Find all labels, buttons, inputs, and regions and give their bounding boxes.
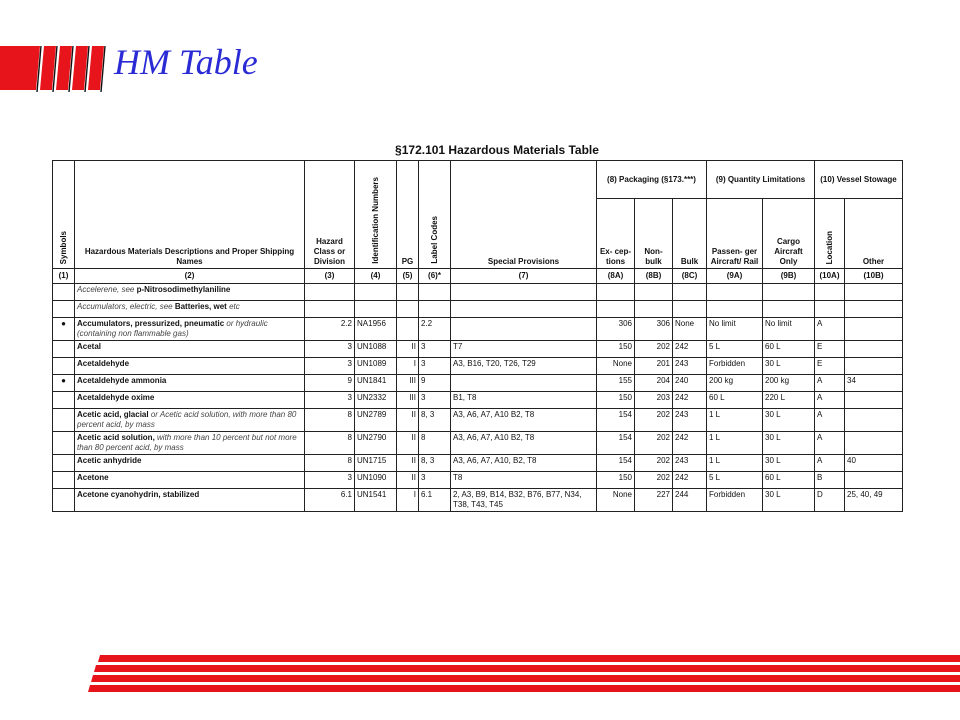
special-provisions-cell: A3, A6, A7, A10 B2, T8	[451, 432, 597, 455]
special-provisions-cell	[451, 284, 597, 301]
name-cell	[75, 455, 305, 472]
passenger-cell: 60 L	[707, 392, 763, 409]
bulk-cell: 242	[673, 472, 707, 489]
passenger-cell: 5 L	[707, 341, 763, 358]
hazard-class-cell	[305, 284, 355, 301]
hazard-class-cell: 3	[305, 358, 355, 375]
hazard-class-cell	[305, 301, 355, 318]
bulk-cell	[673, 284, 707, 301]
cargo-cell: 220 L	[763, 392, 815, 409]
location-header: Location	[815, 199, 845, 269]
id-numbers-header: Identification Numbers	[355, 161, 397, 269]
symbol-cell	[53, 409, 75, 432]
pg-cell	[397, 301, 419, 318]
exceptions-cell: 150	[597, 392, 635, 409]
exceptions-cell	[597, 301, 635, 318]
passenger-cell: Forbidden	[707, 489, 763, 512]
table-row	[53, 301, 903, 318]
symbol-cell	[53, 341, 75, 358]
pg-header: PG	[397, 161, 419, 269]
bulk-header: Bulk	[673, 199, 707, 269]
location-cell	[815, 301, 845, 318]
non-bulk-header: Non- bulk	[635, 199, 673, 269]
other-cell	[845, 341, 903, 358]
table-row	[53, 284, 903, 301]
cargo-cell: 200 kg	[763, 375, 815, 392]
non-bulk-cell: 204	[635, 375, 673, 392]
name-cell	[75, 409, 305, 432]
location-cell: B	[815, 472, 845, 489]
bulk-cell: 243	[673, 409, 707, 432]
table-row	[53, 489, 903, 512]
passenger-cell	[707, 301, 763, 318]
bulk-cell: 240	[673, 375, 707, 392]
id-number-cell: UN1088	[355, 341, 397, 358]
passenger-cell: No limit	[707, 318, 763, 341]
special-provisions-header: Special Provisions	[451, 161, 597, 269]
pg-cell: II	[397, 472, 419, 489]
column-number: (6)*	[419, 269, 451, 284]
id-number-cell: UN1715	[355, 455, 397, 472]
location-cell: A	[815, 432, 845, 455]
hazmat-table	[52, 160, 903, 512]
special-provisions-cell	[451, 301, 597, 318]
bottom-red-stripes	[88, 655, 960, 695]
symbol-cell	[53, 472, 75, 489]
special-provisions-cell: T8	[451, 472, 597, 489]
non-bulk-cell: 227	[635, 489, 673, 512]
column-number: (4)	[355, 269, 397, 284]
special-provisions-cell: 2, A3, B9, B14, B32, B76, B77, N34, T38, T43, T45	[451, 489, 597, 512]
name-cell	[75, 358, 305, 375]
label-code-cell: 9	[419, 375, 451, 392]
descriptions-header: Hazardous Materials Descriptions and Proper Shipping Names	[75, 161, 305, 269]
label-code-cell: 2.2	[419, 318, 451, 341]
name-cell	[75, 301, 305, 318]
bulk-cell: 244	[673, 489, 707, 512]
bulk-cell	[673, 301, 707, 318]
bulk-cell: 242	[673, 392, 707, 409]
passenger-header: Passen- ger Aircraft/ Rail	[707, 199, 763, 269]
hazard-class-cell: 3	[305, 341, 355, 358]
other-cell: 40	[845, 455, 903, 472]
id-number-cell	[355, 284, 397, 301]
cargo-cell: 30 L	[763, 432, 815, 455]
name-cell	[75, 318, 305, 341]
symbols-header: Symbols	[53, 161, 75, 269]
exceptions-cell: 150	[597, 341, 635, 358]
column-number: (9A)	[707, 269, 763, 284]
symbol-cell	[53, 432, 75, 455]
bulk-cell: 242	[673, 432, 707, 455]
id-number-cell: UN2332	[355, 392, 397, 409]
other-cell	[845, 472, 903, 489]
symbol-cell: ●	[53, 375, 75, 392]
location-cell: E	[815, 341, 845, 358]
proper-shipping-name: Acetaldehyde ammonia	[77, 376, 167, 385]
table-row	[53, 392, 903, 409]
proper-shipping-name: Acetaldehyde oxime	[77, 393, 155, 402]
passenger-cell	[707, 284, 763, 301]
name-cell	[75, 375, 305, 392]
bulk-cell: None	[673, 318, 707, 341]
label-codes-header: Label Codes	[419, 161, 451, 269]
cargo-cell: No limit	[763, 318, 815, 341]
bulk-cell: 242	[673, 341, 707, 358]
column-number: (5)	[397, 269, 419, 284]
exceptions-cell: 154	[597, 432, 635, 455]
non-bulk-cell: 202	[635, 472, 673, 489]
location-cell: A	[815, 392, 845, 409]
label-code-cell	[419, 284, 451, 301]
passenger-cell: 1 L	[707, 432, 763, 455]
location-cell: E	[815, 358, 845, 375]
column-number: (8B)	[635, 269, 673, 284]
symbol-cell	[53, 358, 75, 375]
name-italic-prefix: Accumulators, electric, see	[77, 302, 175, 311]
location-cell	[815, 284, 845, 301]
proper-shipping-name: p-Nitrosodimethylaniline	[136, 285, 231, 294]
special-provisions-cell	[451, 375, 597, 392]
exceptions-cell: None	[597, 489, 635, 512]
table-row	[53, 318, 903, 341]
hazard-class-cell: 9	[305, 375, 355, 392]
cargo-cell: 30 L	[763, 358, 815, 375]
pg-cell: III	[397, 375, 419, 392]
bulk-cell: 243	[673, 358, 707, 375]
non-bulk-cell: 201	[635, 358, 673, 375]
symbol-cell	[53, 392, 75, 409]
other-cell	[845, 301, 903, 318]
non-bulk-cell	[635, 284, 673, 301]
column-number: (1)	[53, 269, 75, 284]
hazard-class-cell: 8	[305, 409, 355, 432]
id-number-cell: UN2790	[355, 432, 397, 455]
document-title: §172.101 Hazardous Materials Table	[395, 143, 599, 157]
column-number: (7)	[451, 269, 597, 284]
cargo-header: Cargo Aircraft Only	[763, 199, 815, 269]
hazard-class-cell: 8	[305, 432, 355, 455]
name-cell	[75, 432, 305, 455]
label-code-cell	[419, 301, 451, 318]
label-code-cell: 3	[419, 472, 451, 489]
proper-shipping-name: Acetone	[77, 473, 109, 482]
proper-shipping-name: Acetal	[77, 342, 102, 351]
name-italic-suffix: with more than 10 percent but not more than 80 percent acid, by mass	[77, 433, 297, 452]
exceptions-cell: 155	[597, 375, 635, 392]
label-code-cell: 3	[419, 358, 451, 375]
location-cell: A	[815, 455, 845, 472]
non-bulk-cell: 202	[635, 409, 673, 432]
column-number: (8C)	[673, 269, 707, 284]
table-row	[53, 432, 903, 455]
symbol-cell	[53, 455, 75, 472]
table-row	[53, 409, 903, 432]
location-cell: A	[815, 375, 845, 392]
special-provisions-cell: B1, T8	[451, 392, 597, 409]
passenger-cell: Forbidden	[707, 358, 763, 375]
hazard-class-header: Hazard Class or Division	[305, 161, 355, 269]
label-code-cell: 6.1	[419, 489, 451, 512]
column-number: (3)	[305, 269, 355, 284]
id-number-cell: UN1841	[355, 375, 397, 392]
column-number: (2)	[75, 269, 305, 284]
label-code-cell: 8, 3	[419, 455, 451, 472]
cargo-cell: 30 L	[763, 489, 815, 512]
name-italic-suffix: etc	[226, 302, 240, 311]
pg-cell	[397, 284, 419, 301]
red-stripes-logo	[0, 40, 110, 96]
id-number-cell: UN1090	[355, 472, 397, 489]
cargo-cell: 60 L	[763, 472, 815, 489]
table-row	[53, 455, 903, 472]
packaging-header: (8) Packaging (§173.***)	[597, 161, 707, 199]
exceptions-header: Ex- cep- tions	[597, 199, 635, 269]
location-cell: D	[815, 489, 845, 512]
id-number-cell: UN2789	[355, 409, 397, 432]
proper-shipping-name: Batteries, wet	[174, 302, 227, 311]
pg-cell: II	[397, 432, 419, 455]
id-number-cell: UN1089	[355, 358, 397, 375]
non-bulk-cell: 202	[635, 432, 673, 455]
proper-shipping-name: Acetic anhydride	[77, 456, 142, 465]
cargo-cell: 30 L	[763, 409, 815, 432]
name-italic-suffix: or hydraulic (containing non flammable gas)	[77, 319, 268, 338]
symbol-cell	[53, 284, 75, 301]
name-cell	[75, 489, 305, 512]
non-bulk-cell: 203	[635, 392, 673, 409]
exceptions-cell: 154	[597, 409, 635, 432]
proper-shipping-name: Acetic acid solution,	[77, 433, 155, 442]
name-cell	[75, 341, 305, 358]
bulk-cell: 243	[673, 455, 707, 472]
exceptions-cell: None	[597, 358, 635, 375]
table-row	[53, 341, 903, 358]
cargo-cell: 30 L	[763, 455, 815, 472]
pg-cell	[397, 318, 419, 341]
id-number-cell	[355, 301, 397, 318]
other-cell	[845, 409, 903, 432]
label-code-cell: 3	[419, 392, 451, 409]
proper-shipping-name: Acetic acid, glacial	[77, 410, 149, 419]
location-cell: A	[815, 318, 845, 341]
hazard-class-cell: 3	[305, 472, 355, 489]
exceptions-cell	[597, 284, 635, 301]
label-code-cell: 8	[419, 432, 451, 455]
table-body	[53, 284, 903, 512]
passenger-cell: 1 L	[707, 409, 763, 432]
column-number: (9B)	[763, 269, 815, 284]
pg-cell: II	[397, 455, 419, 472]
name-italic-prefix: Accelerene, see	[77, 285, 137, 294]
cargo-cell: 60 L	[763, 341, 815, 358]
name-cell	[75, 472, 305, 489]
proper-shipping-name: Acetone cyanohydrin, stabilized	[77, 490, 200, 499]
hazard-class-cell: 3	[305, 392, 355, 409]
proper-shipping-name: Acetaldehyde	[77, 359, 130, 368]
passenger-cell: 5 L	[707, 472, 763, 489]
other-cell	[845, 318, 903, 341]
page-title: HM Table	[114, 42, 258, 82]
label-code-cell: 3	[419, 341, 451, 358]
symbol-cell	[53, 489, 75, 512]
non-bulk-cell: 202	[635, 455, 673, 472]
symbol-cell	[53, 301, 75, 318]
special-provisions-cell: A3, A6, A7, A10 B2, T8	[451, 409, 597, 432]
non-bulk-cell: 306	[635, 318, 673, 341]
exceptions-cell: 150	[597, 472, 635, 489]
hazard-class-cell: 8	[305, 455, 355, 472]
location-cell: A	[815, 409, 845, 432]
pg-cell: III	[397, 392, 419, 409]
other-header: Other	[845, 199, 903, 269]
name-cell	[75, 284, 305, 301]
other-cell	[845, 392, 903, 409]
other-cell	[845, 432, 903, 455]
id-number-cell: UN1541	[355, 489, 397, 512]
pg-cell: II	[397, 409, 419, 432]
other-cell: 25, 40, 49	[845, 489, 903, 512]
passenger-cell: 1 L	[707, 455, 763, 472]
table-row	[53, 375, 903, 392]
hazmat-table-document	[52, 140, 902, 512]
vessel-stowage-header: (10) Vessel Stowage	[815, 161, 903, 199]
cargo-cell	[763, 301, 815, 318]
table-row	[53, 472, 903, 489]
name-italic-suffix: or Acetic acid solution, with more than 80 percent acid, by mass	[77, 410, 297, 429]
label-code-cell: 8, 3	[419, 409, 451, 432]
proper-shipping-name: Accumulators, pressurized, pneumatic	[77, 319, 225, 328]
pg-cell: I	[397, 358, 419, 375]
non-bulk-cell	[635, 301, 673, 318]
symbol-cell: ●	[53, 318, 75, 341]
pg-cell: II	[397, 341, 419, 358]
other-cell: 34	[845, 375, 903, 392]
pg-cell: I	[397, 489, 419, 512]
cargo-cell	[763, 284, 815, 301]
special-provisions-cell: A3, A6, A7, A10, B2, T8	[451, 455, 597, 472]
other-cell	[845, 358, 903, 375]
name-cell	[75, 392, 305, 409]
other-cell	[845, 284, 903, 301]
column-number: (10B)	[845, 269, 903, 284]
table-row	[53, 358, 903, 375]
special-provisions-cell: A3, B16, T20, T26, T29	[451, 358, 597, 375]
special-provisions-cell	[451, 318, 597, 341]
id-number-cell: NA1956	[355, 318, 397, 341]
passenger-cell: 200 kg	[707, 375, 763, 392]
exceptions-cell: 154	[597, 455, 635, 472]
column-number: (8A)	[597, 269, 635, 284]
column-number: (10A)	[815, 269, 845, 284]
quantity-limitations-header: (9) Quantity Limitations	[707, 161, 815, 199]
non-bulk-cell: 202	[635, 341, 673, 358]
hazard-class-cell: 2.2	[305, 318, 355, 341]
special-provisions-cell: T7	[451, 341, 597, 358]
hazard-class-cell: 6.1	[305, 489, 355, 512]
exceptions-cell: 306	[597, 318, 635, 341]
